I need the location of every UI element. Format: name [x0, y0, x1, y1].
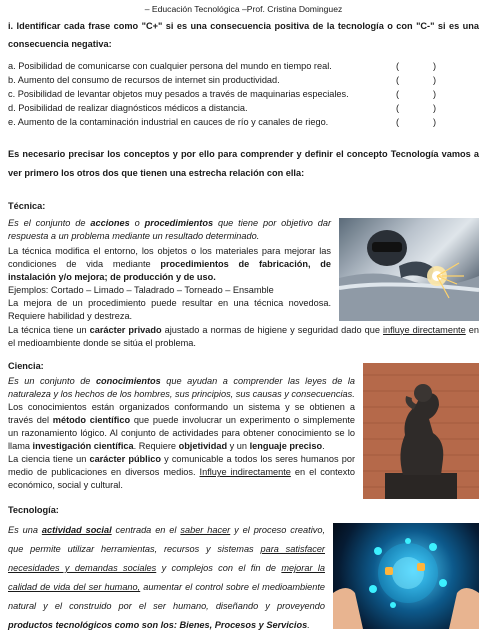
answer-blank[interactable]: ( ) [396, 61, 436, 71]
question-text: c. Posibilidad de levantar objetos muy pesados a través de maquinarias especiales. [8, 89, 349, 99]
tecnologia-paragraph: Es una actividad social centrada en el saber hacer y el proceso creativo, que permite utilizar herramientas, recursos y sistemas para satisfacer necesidades y demandas sociales y complejos con el fin de mejorar la calidad de vida del ser humano, aumentar el control sobre el medioambiente natural y el construido por el ser humano, diseñando y proveyendo productos tecnológicos como son los: Bienes, Procesos y Servicios. [8, 525, 326, 631]
answer-blank[interactable]: ( ) [396, 89, 436, 99]
list-item [8, 115, 479, 129]
answer-blank[interactable]: ( ) [396, 75, 436, 85]
thinker-illustration [363, 363, 479, 499]
question-text: b. Aumento del consumo de recursos de internet sin productividad. [8, 75, 280, 85]
list-item [8, 59, 479, 73]
technology-hands-photo [333, 523, 479, 629]
thinker-statue-photo [363, 363, 479, 499]
question-intro: i. Identificar cada frase como "C+" si es una consecuencia positiva de la tecnología o con "C-" si es una consecuencia negativa: [8, 21, 479, 49]
page-header: – Educación Tecnológica –Prof. Cristina Dominguez [144, 4, 343, 14]
welder-photo [339, 218, 479, 321]
tecnica-paragraph-2: La mejora de un procedimiento puede resultar en una técnica novedosa. Requiere habilidad y destreza. [8, 298, 331, 322]
list-item [8, 101, 479, 115]
question-text: d. Posibilidad de realizar diagnósticos médicos a distancia. [8, 103, 248, 113]
answer-blank[interactable]: ( ) [396, 117, 436, 127]
question-list [8, 59, 479, 129]
technology-illustration [333, 523, 479, 629]
section-title-ciencia: Ciencia: [8, 360, 44, 371]
ciencia-paragraph-1: Los conocimientos están organizados conformando un sistema y se obtienen a través del método científico que puede involucrar un experimento o simplemente un razonamiento lógico. Al conjunto de actividades para obtener conocimiento se lo llama investigación científica. Requiere objetividad y un lenguaje preciso. [8, 401, 356, 451]
section-title-tecnica: Técnica: [8, 201, 46, 211]
section-tecnologia [8, 521, 479, 635]
tecnica-paragraph-3: La técnica tiene un carácter privado ajustado a normas de higiene y seguridad dado que influye directamente en el medioambiente donde se sitúa el problema. [8, 324, 479, 348]
tecnica-paragraph-1: La técnica modifica el entorno, los objetos o los materiales para mejorar las condiciones de vida mediante procedimientos de fabricación, de instalación y/o mejora; de producción y de uso. [8, 246, 331, 283]
lead-paragraph: Es necesario precisar los conceptos y por ello para comprender y definir el concepto Tecnología vamos a ver primero los otros dos que tienen una estrecha relación con ella: [8, 149, 479, 178]
list-item [8, 87, 479, 101]
section-tecnica [8, 217, 479, 350]
tecnica-examples: Ejemplos: Cortado – Limado – Taladrado – Torneado – Ensamble [8, 285, 274, 296]
question-text: a. Posibilidad de comunicarse con cualquier persona del mundo en tiempo real. [8, 61, 332, 71]
welder-illustration [339, 218, 479, 321]
section-ciencia [8, 375, 479, 493]
tecnica-definition: Es el conjunto de acciones o procedimientos que tiene por objetivo dar respuesta a un problema mediante un resultado determinado. [8, 218, 331, 242]
list-item [8, 73, 479, 87]
answer-blank[interactable]: ( ) [396, 103, 436, 113]
question-text: e. Aumento de la contaminación industrial en cauces de río y canales de riego. [8, 117, 329, 127]
ciencia-paragraph-2: La ciencia tiene un carácter público y comunicable a todos los seres humanos por medio de publicaciones en diversos medios. Influye indirectamente en el contexto económico, social y cultural. [8, 454, 356, 491]
section-title-tecnologia: Tecnología: [8, 505, 59, 516]
ciencia-definition: Es un conjunto de conocimientos que ayudan a comprender las leyes de la naturaleza y los hechos de los hombres, sus principios, sus causas y consecuencias. [8, 375, 356, 399]
